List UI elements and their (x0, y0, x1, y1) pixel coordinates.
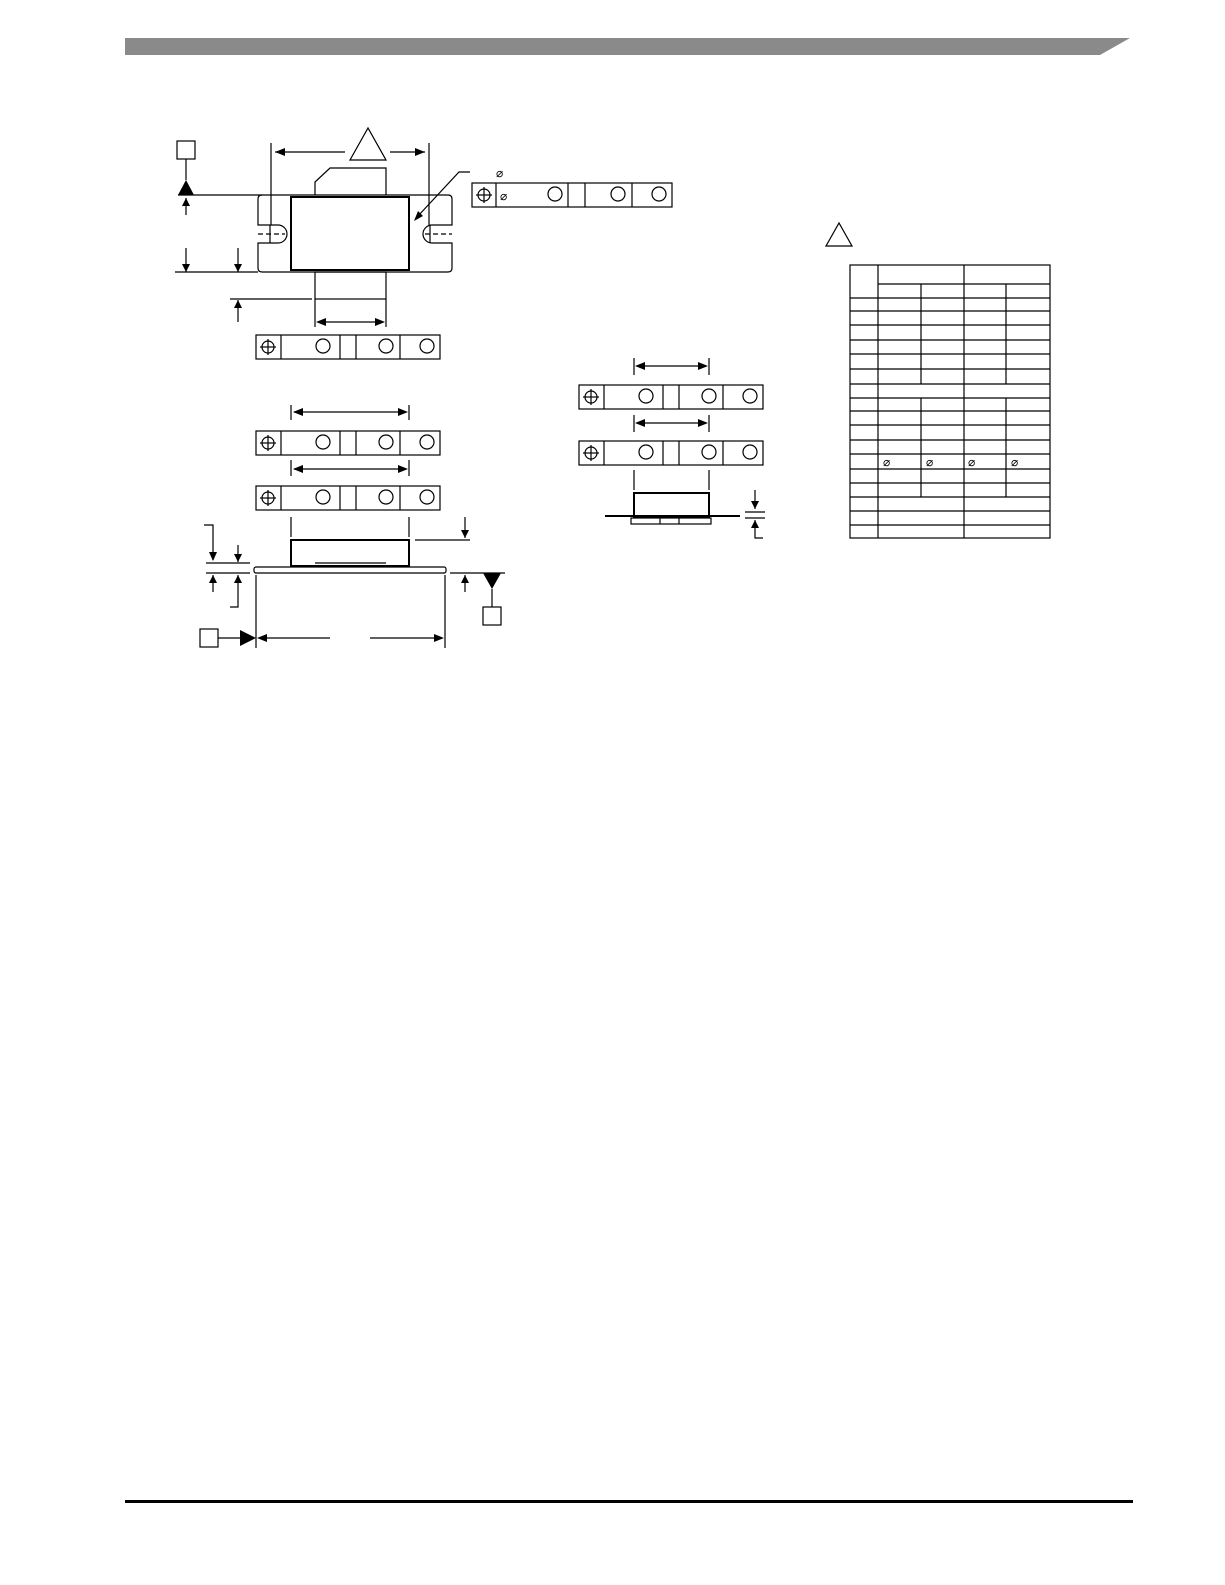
table-diameter-icon: ⌀ (926, 455, 934, 469)
fcf-callout (472, 166, 672, 207)
side-flange (254, 567, 446, 573)
fcf-side-1 (256, 431, 440, 455)
side-lid (291, 540, 409, 566)
bottom-lead (315, 272, 386, 299)
package-outline-drawing (0, 0, 1225, 700)
table-diameter-icon: ⌀ (883, 455, 891, 469)
end-view (579, 358, 765, 538)
fcf-top-view (256, 335, 440, 359)
flange-outline (258, 195, 452, 272)
datum-box-top (177, 141, 195, 159)
top-view (175, 128, 470, 327)
end-flange (631, 518, 711, 524)
footer-rule (125, 1500, 1133, 1503)
fcf-end-2 (579, 441, 763, 465)
top-lead (315, 168, 386, 195)
note-triangle-icon (350, 128, 386, 160)
datum-box-left (200, 629, 218, 647)
fcf-side-2 (256, 486, 440, 510)
lid-outline (291, 197, 409, 270)
note-triangle-icon (826, 223, 852, 246)
datum-triangle-icon (178, 180, 194, 195)
fcf-diameter-icon: ⌀ (500, 189, 508, 203)
fcf-end-1 (579, 385, 763, 409)
table-diameter-icon: ⌀ (1011, 455, 1019, 469)
datum-triangle-icon (483, 573, 501, 589)
datum-triangle-icon (240, 630, 256, 646)
end-lid (634, 493, 709, 517)
dimension-table (826, 223, 1050, 538)
callout-diameter-label: ⌀ (496, 166, 504, 180)
side-view (200, 405, 505, 648)
datum-box-right (483, 607, 501, 625)
table-diameter-icon: ⌀ (968, 455, 976, 469)
